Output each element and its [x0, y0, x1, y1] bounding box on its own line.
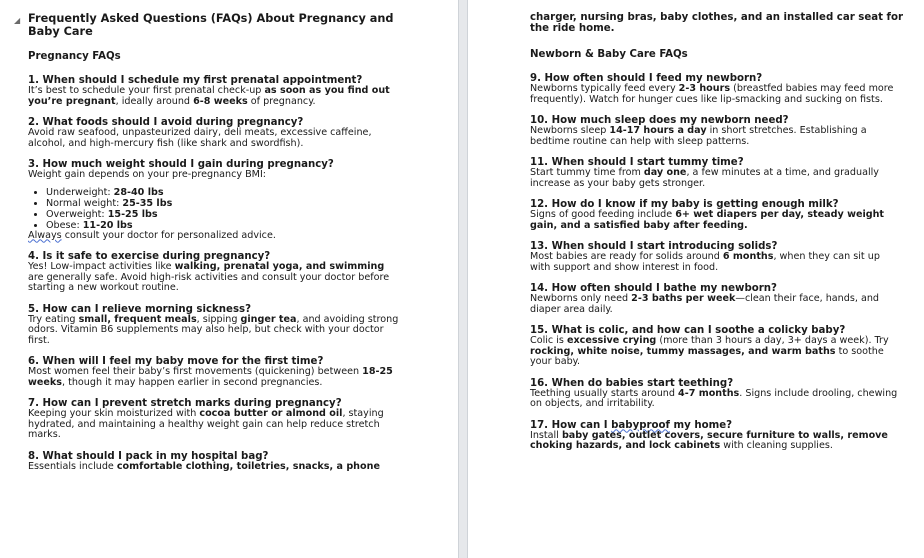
- faq-question: 4. Is it safe to exercise during pregnancy?: [28, 251, 271, 262]
- faq-answer: Essentials include comfortable clothing, toiletries, snacks, a phone: [28, 460, 380, 472]
- faq-answer-continuation: charger, nursing bras, baby clothes, and an installed car seat for the ride home.: [530, 12, 904, 34]
- faq-answer: Newborns typically feed every 2-3 hours (breastfed babies may feed more frequently). Watch for hunger cues like lip-smacking and sucking on fists.: [530, 83, 894, 105]
- faq-item-17: [530, 420, 924, 452]
- faq-question: 16. When do babies start teething?: [530, 377, 734, 389]
- faq-answer: Yes! Low-impact activities like walking, prenatal yoga, and swimming are generally safe. Avoid high-risk activities and consult your doctor before starting a new workout routine.: [28, 261, 390, 293]
- faq-question: 1. When should I schedule my first prenatal appointment?: [28, 75, 363, 86]
- faq-question: 14. How often should I bathe my newborn?: [530, 283, 777, 294]
- faq-answer: Newborns sleep 14-17 hours a day in short stretches. Establishing a bedtime routine can help with sleep patterns.: [530, 125, 867, 147]
- section-heading-pregnancy: Pregnancy FAQs: [28, 51, 121, 62]
- faq-item-12: [530, 199, 924, 231]
- faq-item-7: [28, 398, 458, 441]
- faq-item-13: [530, 241, 924, 273]
- faq-answer: Start tummy time from day one, a few minutes at a time, and gradually increase as your baby gets stronger.: [530, 167, 879, 189]
- faq-answer: Most babies are ready for solids around 6 months, when they can sit up with support and show interest in food.: [530, 251, 880, 273]
- document-page-left: [0, 0, 458, 558]
- document-page-right: [468, 0, 924, 558]
- document-title: Frequently Asked Questions (FAQs) About Pregnancy and Baby Care: [28, 12, 394, 38]
- faq-answer: It’s best to schedule your first prenatal check-up as soon as you find out you’re pregnant, ideally around 6-8 weeks of pregnancy.: [28, 85, 390, 107]
- faq-question: 5. How can I relieve morning sickness?: [28, 303, 252, 315]
- faq-answer: Teething usually starts around 4-7 months. Signs include drooling, chewing on objects, and irritability.: [530, 387, 898, 409]
- spellcheck-word[interactable]: Always: [28, 229, 62, 241]
- faq-item-1: [28, 75, 458, 107]
- faq-question: 9. How often should I feed my newborn?: [530, 73, 763, 84]
- faq-item-11: [530, 157, 924, 189]
- faq-answer: Avoid raw seafood, unpasteurized dairy, deli meats, excessive caffeine, alcohol, and high-mercury fish (like shark and swordfish).: [28, 127, 372, 149]
- faq-item-9: [530, 73, 924, 105]
- faq-answer: Try eating small, frequent meals, sipping ginger tea, and avoiding strong odors. Vitamin B6 supplements may also help, but check with your doctor first.: [28, 313, 399, 346]
- faq-item-15: [530, 325, 924, 368]
- faq-item-4: [28, 251, 458, 294]
- list-item: • Underweight: 28-40 lbs: [46, 187, 458, 198]
- faq-question: 13. When should I start introducing solids?: [530, 241, 778, 252]
- faq-answer: Install baby gates, outlet covers, secure furniture to walls, remove choking hazards, and lock cabinets with cleaning supplies.: [530, 429, 888, 451]
- page-gap: [458, 0, 468, 558]
- list-item: • Overweight: 15-25 lbs: [46, 209, 458, 220]
- faq-question: 7. How can I prevent stretch marks during pregnancy?: [28, 398, 342, 409]
- faq-answer: Keeping your skin moisturized with cocoa butter or almond oil, staying hydrated, and maintaining a healthy weight gain can help reduce stretch marks.: [28, 408, 384, 440]
- faq-question: 2. What foods should I avoid during pregnancy?: [28, 117, 304, 128]
- faq-item-10: [530, 115, 924, 147]
- faq-answer: Signs of good feeding include 6+ wet diapers per day, steady weight gain, and a satisfied baby after feeding.: [530, 209, 885, 231]
- faq-question: 6. When will I feel my baby move for the first time?: [28, 356, 324, 367]
- collapse-triangle-icon[interactable]: ◢: [14, 16, 21, 25]
- faq-question: 15. What is colic, and how can I soothe a colicky baby?: [530, 325, 846, 336]
- list-item: • Normal weight: 25-35 lbs: [46, 198, 458, 209]
- faq-item-6: [28, 356, 458, 388]
- faq-item-8: [28, 451, 458, 473]
- faq-item-5: [28, 304, 458, 347]
- faq-note: Always consult your doctor for personalized advice.: [28, 229, 276, 241]
- bmi-list: [28, 187, 458, 231]
- faq-item-2: [28, 117, 458, 149]
- faq-question: 10. How much sleep does my newborn need?: [530, 115, 789, 126]
- faq-answer: Weight gain depends on your pre-pregnancy BMI:: [28, 169, 267, 180]
- faq-question: 3. How much weight should I gain during pregnancy?: [28, 159, 334, 170]
- faq-question: 17. How can I babyproof my home?: [530, 419, 733, 431]
- spellcheck-word[interactable]: babyproof: [611, 419, 670, 431]
- faq-item-16: [530, 378, 924, 410]
- faq-item-3: [28, 159, 458, 241]
- faq-question: 12. How do I know if my baby is getting enough milk?: [530, 199, 839, 210]
- faq-answer: Colic is excessive crying (more than 3 hours a day, 3+ days a week). Try rocking, white noise, tummy massages, and warm baths to soothe your baby.: [530, 335, 889, 367]
- faq-item-14: [530, 283, 924, 315]
- faq-question: 8. What should I pack in my hospital bag?: [28, 450, 269, 462]
- faq-answer: Newborns only need 2-3 baths per week—clean their face, hands, and diaper area daily.: [530, 293, 880, 315]
- faq-question: 11. When should I start tummy time?: [530, 157, 744, 168]
- section-heading-newborn: Newborn & Baby Care FAQs: [530, 49, 688, 60]
- list-item: • Obese: 11-20 lbs: [46, 220, 458, 231]
- faq-answer: Most women feel their baby’s first movements (quickening) between 18-25 weeks, though it may happen earlier in second pregnancies.: [28, 366, 393, 388]
